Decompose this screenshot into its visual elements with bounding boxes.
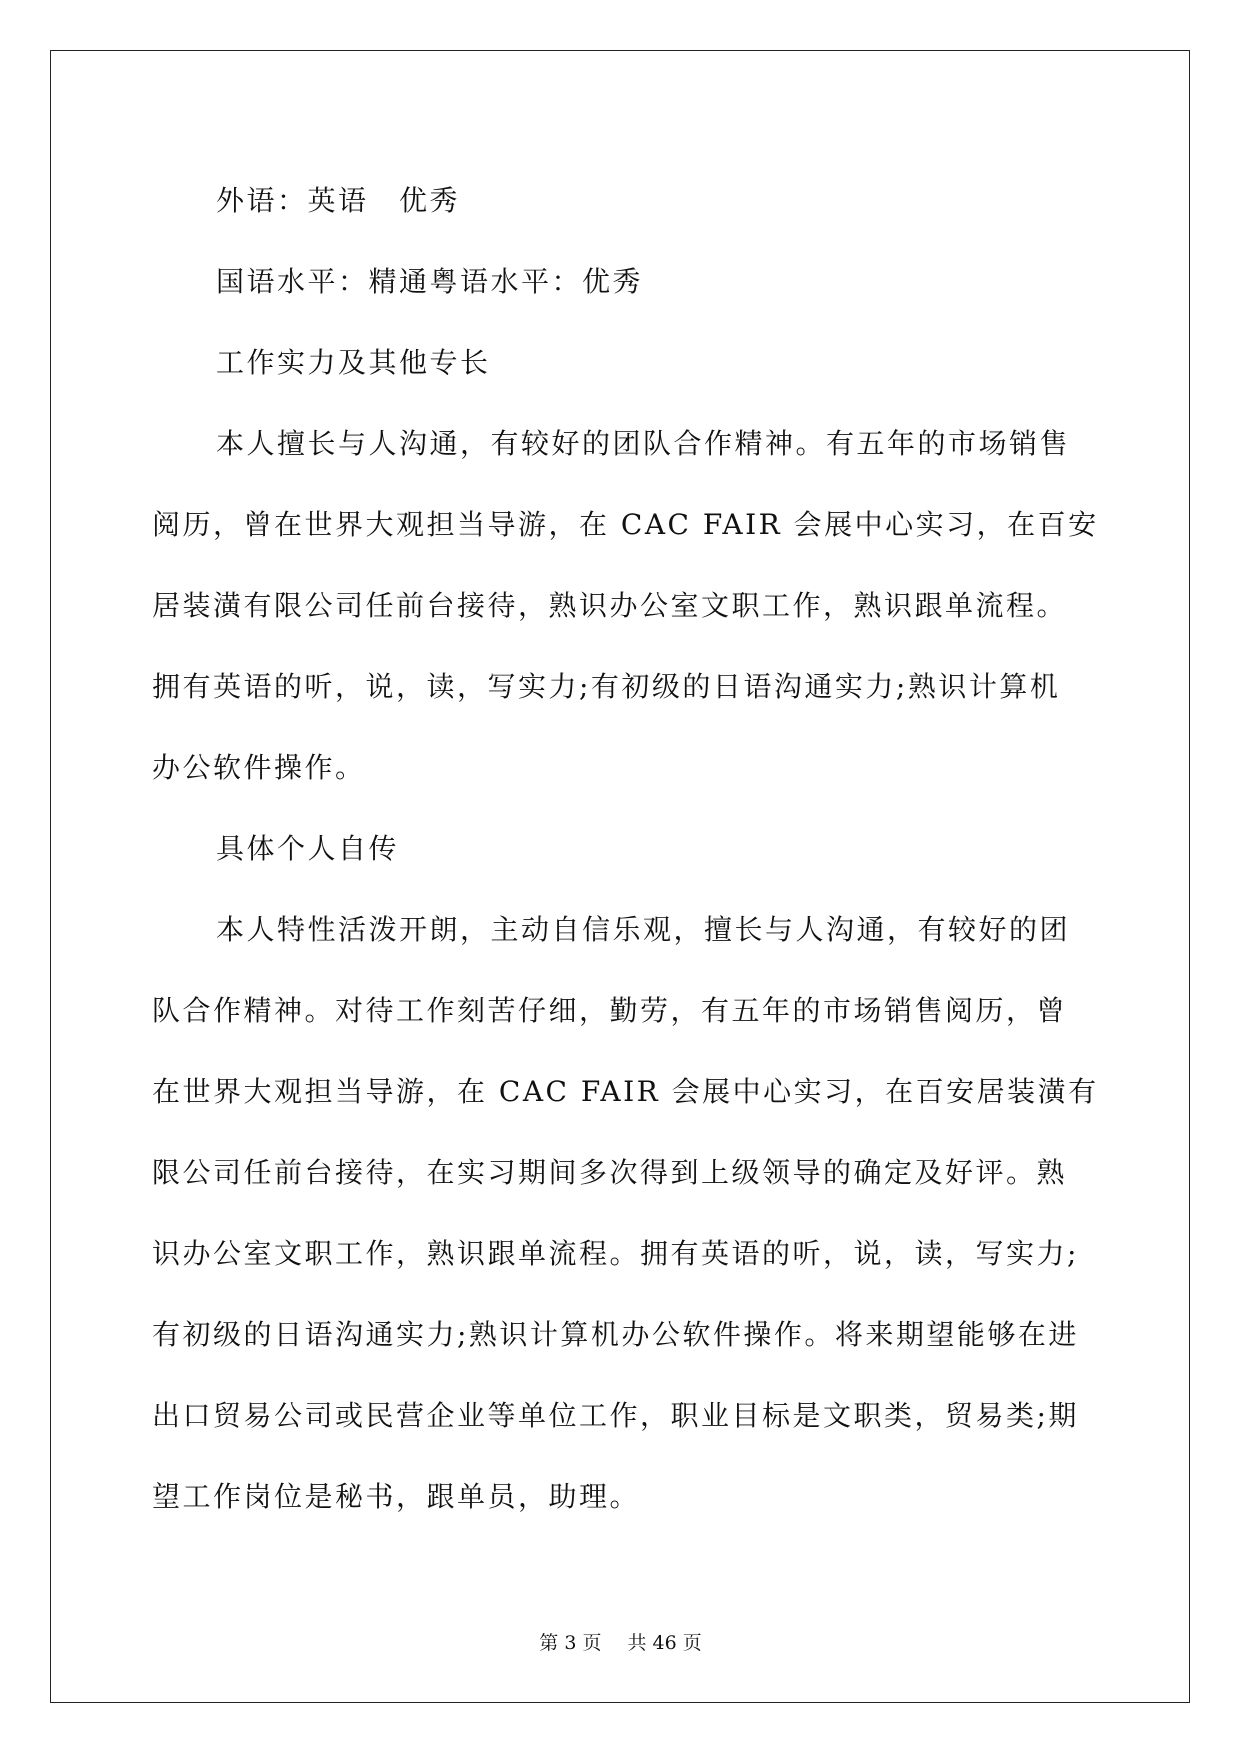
text-line: 望工作岗位是秘书，跟单员，助理。 (152, 1480, 641, 1513)
text-line: 本人特性活泼开朗，主动自信乐观，擅长与人沟通，有较好的团 (216, 913, 1071, 946)
text-line: 国语水平：精通粤语水平：优秀 (216, 265, 644, 298)
page-footer (0, 1628, 1241, 1655)
section-heading: 工作实力及其他专长 (216, 346, 491, 379)
text-line: 在世界大观担当导游，在 CAC FAIR 会展中心实习，在百安居装潢有 (152, 1075, 1099, 1108)
text-line: 出口贸易公司或民营企业等单位工作，职业目标是文职类，贸易类;期 (152, 1399, 1079, 1432)
document-body (152, 160, 1102, 1537)
text-line: 本人擅长与人沟通，有较好的团队合作精神。有五年的市场销售 (216, 427, 1071, 460)
text-line: 居装潢有限公司任前台接待，熟识办公室文职工作，熟识跟单流程。 (152, 589, 1068, 622)
text-line: 外语：英语 优秀 (216, 184, 461, 217)
page-total: 共 46 页 (627, 1632, 702, 1654)
heading-autobiography (152, 808, 1102, 889)
paragraph-work-skills (152, 403, 1102, 808)
paragraph-mandarin-level (152, 241, 1102, 322)
text-line: 阅历，曾在世界大观担当导游，在 CAC FAIR 会展中心实习，在百安 (152, 508, 1099, 541)
text-line: 限公司任前台接待，在实习期间多次得到上级领导的确定及好评。熟 (152, 1156, 1068, 1189)
paragraph-autobiography (152, 889, 1102, 1537)
heading-work-skills (152, 322, 1102, 403)
text-line: 有初级的日语沟通实力;熟识计算机办公软件操作。将来期望能够在进 (152, 1318, 1079, 1351)
text-line: 拥有英语的听，说，读，写实力;有初级的日语沟通实力;熟识计算机 (152, 670, 1061, 703)
page-number: 第 3 页 (539, 1632, 602, 1654)
text-line: 队合作精神。对待工作刻苦仔细，勤劳，有五年的市场销售阅历，曾 (152, 994, 1068, 1027)
text-line: 识办公室文职工作，熟识跟单流程。拥有英语的听，说，读，写实力; (152, 1237, 1079, 1270)
section-heading: 具体个人自传 (216, 832, 400, 865)
text-line: 办公软件操作。 (152, 751, 366, 784)
paragraph-foreign-language (152, 160, 1102, 241)
